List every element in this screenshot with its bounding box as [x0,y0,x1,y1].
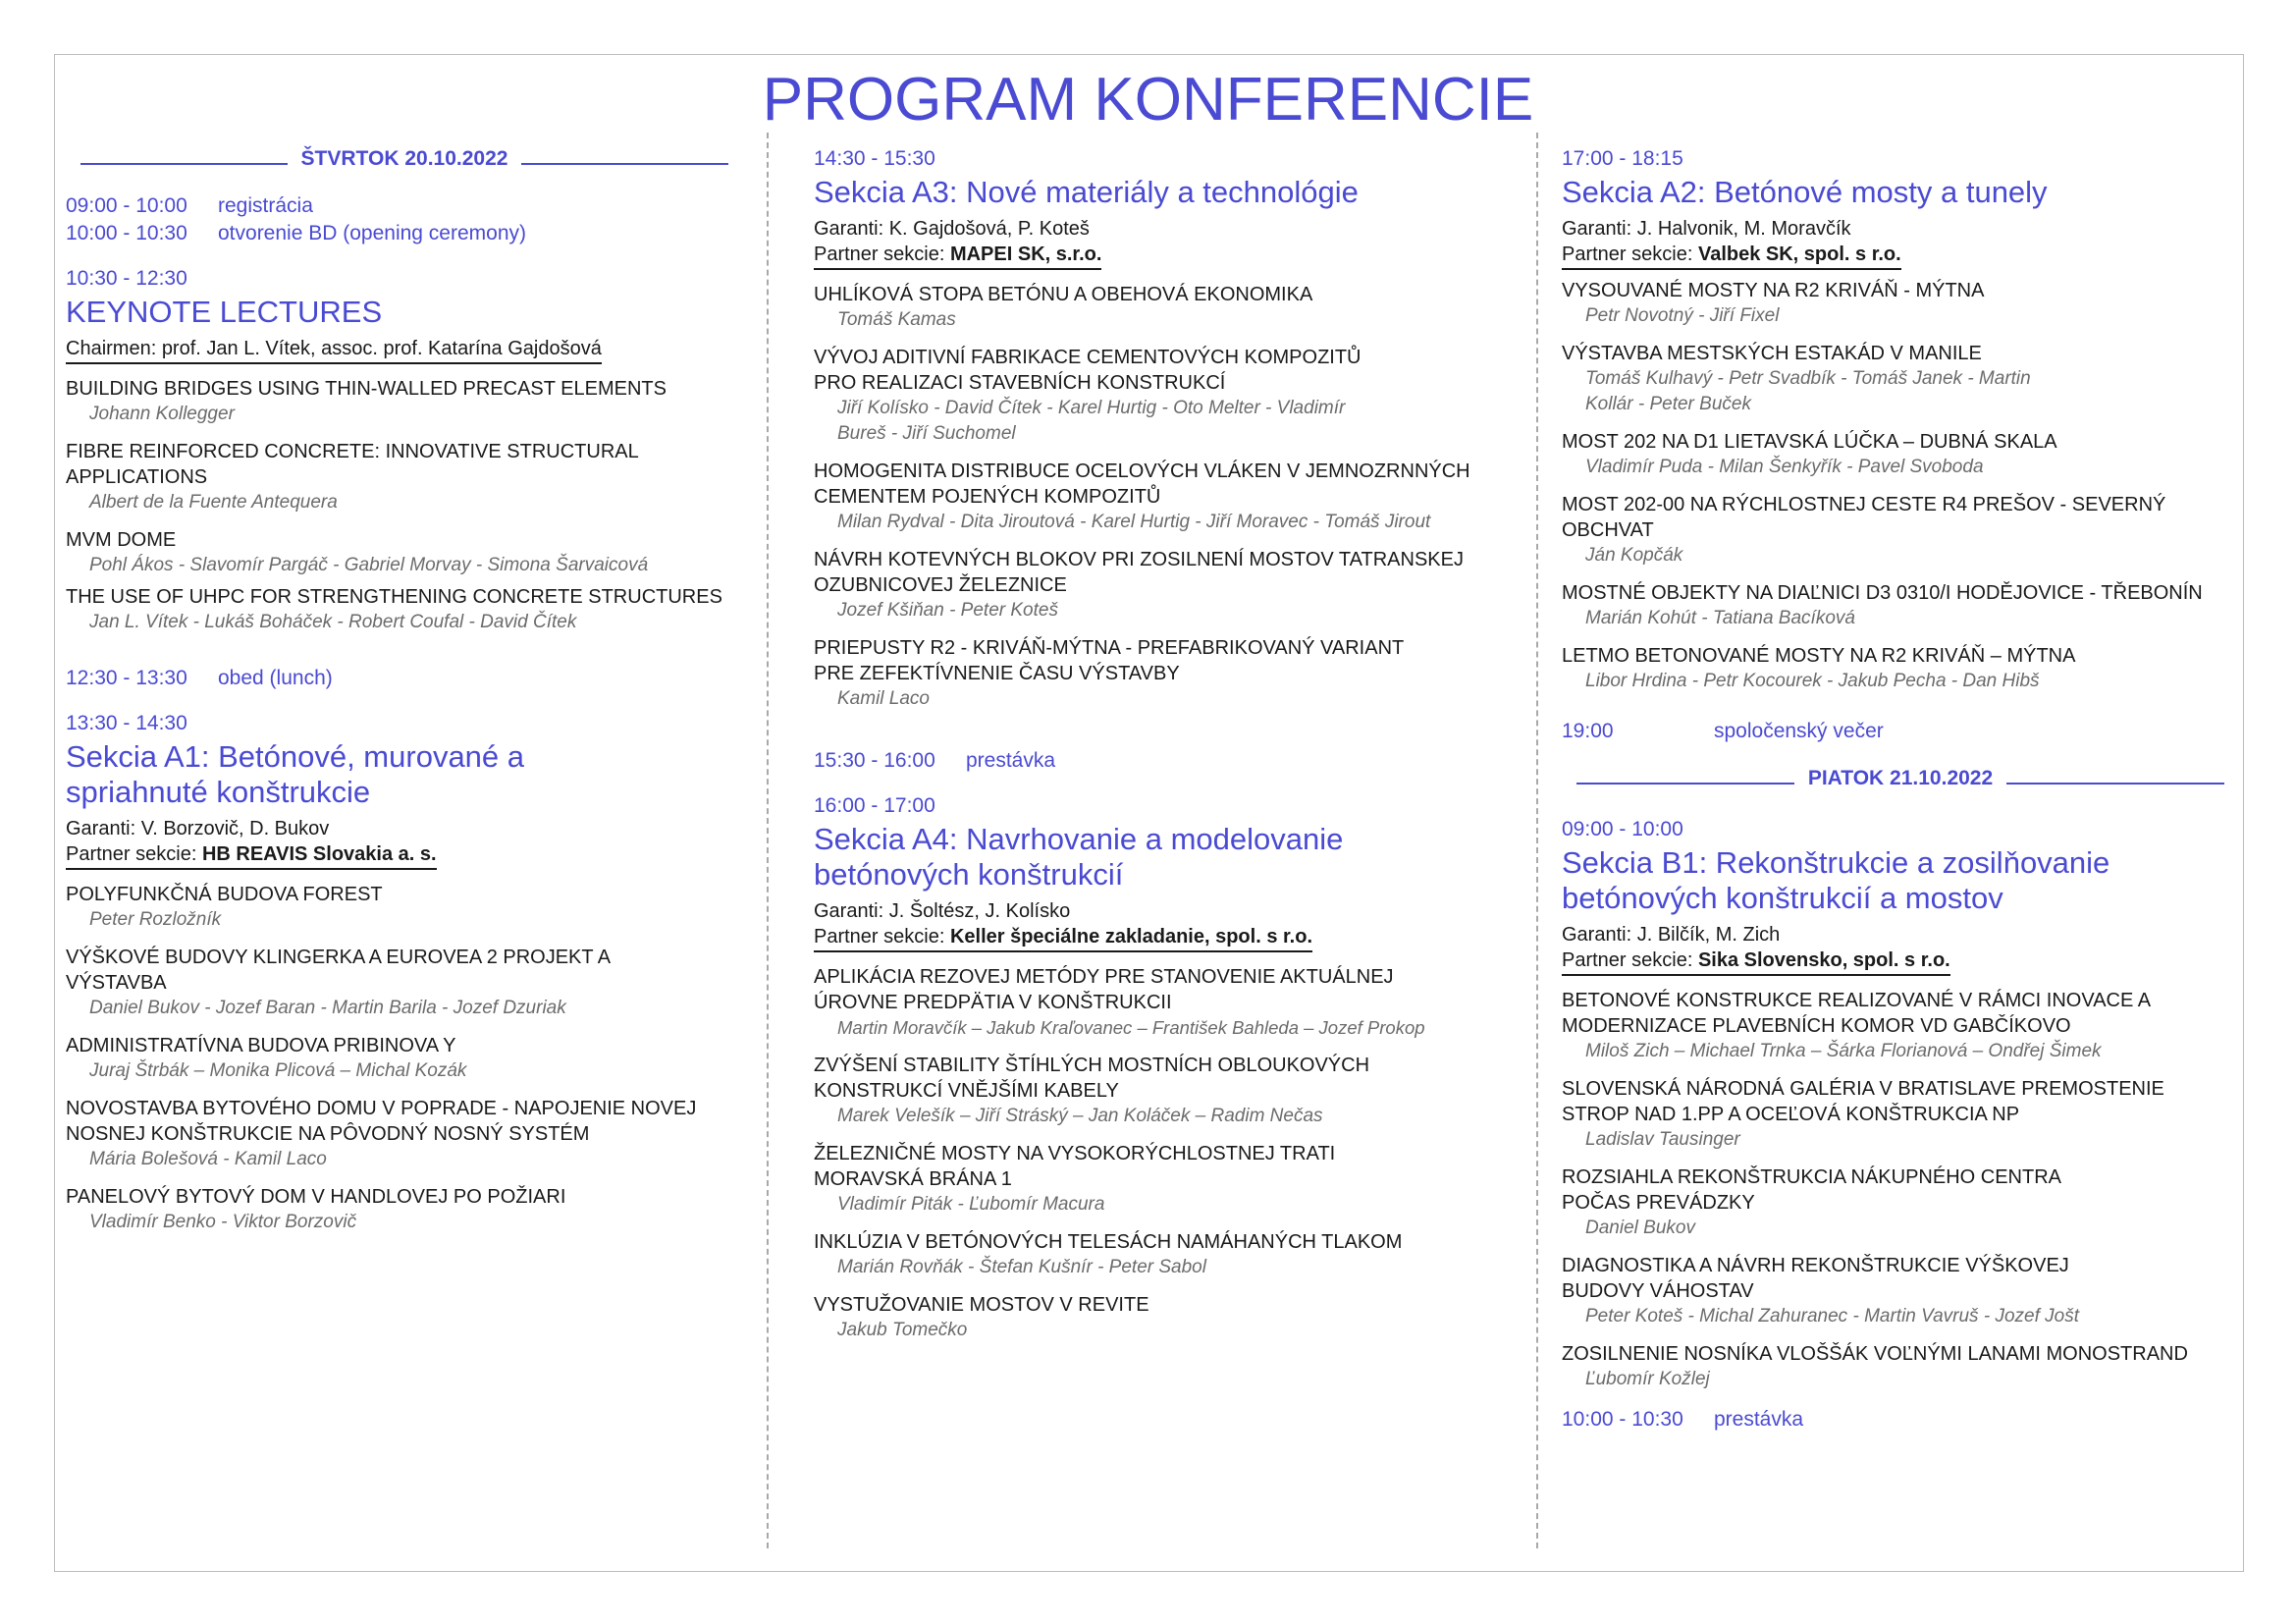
section-keynote [66,265,743,635]
section-time: 13:30 - 14:30 [66,712,187,734]
partner-name: Sika Slovensko, spol. s r.o. [1697,949,1950,971]
schedule-item-break [814,747,1501,775]
talk-authors: Mária Bolešová - Kamil Laco [89,1149,327,1169]
talk-authors: Juraj Štrbák – Monika Plicová – Michal Kozák [89,1060,467,1081]
talk [66,527,743,578]
talk [66,1033,743,1084]
talk [66,584,743,635]
section-garanti: Garanti: V. Borzovič, D. Bukov [66,818,330,839]
schedule-item [66,220,743,247]
talk-title: ZVÝŠENÍ STABILITY ŠTÍHLÝCH MOSTNÍCH OBLOUKOVÝCH KONSTRUKCÍ VNĚJŠÍMI KABELY [814,1055,1370,1102]
section-title: KEYNOTE LECTURES [66,295,383,329]
talk [814,547,1501,623]
talk [1562,1341,2239,1392]
schedule-label: spoločenský večer [1714,720,1884,742]
talk [1562,341,2239,417]
talk [66,945,743,1021]
talk-title: FIBRE REINFORCED CONCRETE: INNOVATIVE STRUCTURAL APPLICATIONS [66,441,639,488]
partner-name: MAPEI SK, s.r.o. [949,244,1102,265]
column-2 [814,145,1501,1343]
section-b1 [1562,816,2239,1392]
talk-title: VÝVOJ ADITIVNÍ FABRIKACE CEMENTOVÝCH KOMPOZITŮ PRO REALIZACI STAVEBNÍCH KONSTRUKCÍ [814,347,1362,394]
schedule-label: prestávka [1714,1408,1804,1431]
page-title: PROGRAM KONFERENCIE [762,66,1534,134]
schedule-time: 19:00 [1562,720,1614,742]
talk [814,1229,1501,1280]
talk-authors: Kamil Laco [837,688,930,709]
talk-title: DIAGNOSTIKA A NÁVRH REKONŠTRUKCIE VÝŠKOVEJ BUDOVY VÁHOSTAV [1562,1255,2069,1302]
column-1 [66,147,743,1235]
schedule-time: 10:00 - 10:30 [66,222,187,244]
talk-authors: Vladimír Puda - Milan Šenkyřík - Pavel Svoboda [1585,457,1984,477]
partner-name: HB REAVIS Slovakia a. s. [201,843,437,865]
talk [814,345,1501,447]
talk [1562,1076,2239,1153]
talk-title: SLOVENSKÁ NÁRODNÁ GALÉRIA V BRATISLAVE PREMOSTENIE STROP NAD 1.PP A OCEĽOVÁ KONŠTRUKCIA NP [1562,1078,2164,1125]
partner-prefix: Partner sekcie: [1562,949,1698,971]
section-garanti: Garanti: J. Šoltész, J. Kolísko [814,900,1071,922]
partner-prefix: Partner sekcie: [1562,244,1698,265]
talk [814,1292,1501,1343]
talk [814,635,1501,712]
partner-name: Keller špeciálne zakladanie, spol. s r.o. [949,926,1313,947]
section-title: Sekcia B1: Rekonštrukcie a zosilňovanie betónových konštrukcií a mostov [1562,845,2110,915]
talk-authors: Jan L. Vítek - Lukáš Boháček - Robert Coufal - David Čítek [89,612,577,632]
talk [1562,429,2239,480]
section-garanti: Garanti: K. Gajdošová, P. Koteš [814,218,1090,240]
talk [1562,1253,2239,1329]
talk-authors: Vladimír Piták - Ľubomír Macura [837,1194,1105,1215]
section-a1 [66,710,743,1235]
section-title: Sekcia A1: Betónové, murované a spriahnuté konštrukcie [66,739,525,809]
talk [1562,643,2239,694]
talk-authors: Miloš Zich – Michael Trnka – Šárka Florianová – Ondřej Šimek [1585,1041,2102,1061]
talk-authors: Daniel Bukov - Jozef Baran - Martin Barila - Jozef Dzuriak [89,998,566,1018]
talk [66,439,743,515]
section-time: 16:00 - 17:00 [814,794,935,817]
schedule-item [66,192,743,220]
talk [1562,492,2239,568]
column-separator [767,133,769,1548]
schedule-time: 10:00 - 10:30 [1562,1408,1683,1431]
talk [814,1141,1501,1218]
talk-authors: Martin Moravčík – Jakub Kraľovanec – František Bahleda – Jozef Prokop [837,1017,1425,1038]
talk-authors: Ladislav Tausinger [1585,1129,1740,1150]
schedule-time: 15:30 - 16:00 [814,749,935,772]
partner-prefix: Partner sekcie: [814,926,950,947]
schedule-label: otvorenie BD (opening ceremony) [218,222,526,244]
talk [814,1053,1501,1129]
talk-title: INKLÚZIA V BETÓNOVÝCH TELESÁCH NAMÁHANÝCH TLAKOM [814,1231,1403,1253]
talk-title: VYSOUVANÉ MOSTY NA R2 KRIVÁŇ - MÝTNA [1562,280,1985,301]
section-time: 17:00 - 18:15 [1562,147,1683,170]
talk-authors: Marián Rovňák - Štefan Kušnír - Peter Sabol [837,1257,1206,1277]
talk [66,376,743,427]
talk-title: MOSTNÉ OBJEKTY NA DIAĽNICI D3 0310/I HODĚJOVICE - TŘEBONÍN [1562,582,2203,604]
day-label: PIATOK 21.10.2022 [1794,767,2006,789]
talk-title: MVM DOME [66,529,177,551]
talk [66,1184,743,1235]
section-title: Sekcia A4: Navrhovanie a modelovanie betónových konštrukcií [814,822,1344,892]
schedule-time: 09:00 - 10:00 [66,194,187,217]
talk-title: BETONOVÉ KONSTRUKCE REALIZOVANÉ V RÁMCI INOVACE A MODERNIZACE PLAVEBNÍCH KOMOR VD GABČÍKOVO [1562,990,2151,1037]
section-a4 [814,792,1501,1343]
talk-authors: Marek Velešík – Jiří Stráský – Jan Koláček – Radim Nečas [837,1106,1323,1126]
schedule-label: prestávka [966,749,1056,772]
talk [66,1096,743,1172]
partner-prefix: Partner sekcie: [66,843,202,865]
talk-authors: Johann Kollegger [89,404,235,424]
section-title: Sekcia A2: Betónové mosty a tunely [1562,175,2048,209]
section-partner [814,924,1312,952]
schedule-item-evening [1562,718,2239,745]
section-time: 14:30 - 15:30 [814,147,935,170]
talk-title: PRIEPUSTY R2 - KRIVÁŇ-MÝTNA - PREFABRIKOVANÝ VARIANT PRE ZEFEKTÍVNENIE ČASU VÝSTAVBY [814,637,1404,684]
section-partner [1562,947,1950,976]
talk-authors: Ján Kopčák [1585,545,1683,566]
talk-title: NOVOSTAVBA BYTOVÉHO DOMU V POPRADE - NAPOJENIE NOVEJ NOSNEJ KONŠTRUKCIE NA PÔVODNÝ NOSNÝ SYSTÉM [66,1098,697,1145]
talk-authors: Jiří Kolísko - David Čítek - Karel Hurtig - Oto Melter - Vladimír Bureš - Jiří Suchomel [837,398,1346,444]
section-partner [814,242,1101,270]
talk-authors: Tomáš Kamas [837,309,956,330]
schedule-label: registrácia [218,194,313,217]
day-header-friday [1562,767,2239,798]
talk-authors: Peter Rozložník [89,909,222,930]
section-partner [1562,242,1901,270]
talk-title: MOST 202 NA D1 LIETAVSKÁ LÚČKA – DUBNÁ SKALA [1562,431,2057,453]
section-garanti: Garanti: J. Bilčík, M. Zich [1562,924,1781,946]
talk-title: ADMINISTRATÍVNA BUDOVA PRIBINOVA Y [66,1035,456,1056]
column-separator [1536,133,1538,1548]
talk [1562,988,2239,1064]
section-garanti: Garanti: J. Halvonik, M. Moravčík [1562,218,1851,240]
talk-title: VÝSTAVBA MESTSKÝCH ESTAKÁD V MANILE [1562,343,1982,364]
talk-title: MOST 202-00 NA RÝCHLOSTNEJ CESTE R4 PREŠOV - SEVERNÝ OBCHVAT [1562,494,2166,541]
talk [814,964,1501,1041]
talk-authors: Jakub Tomečko [837,1320,968,1340]
talk-authors: Daniel Bukov [1585,1218,1695,1238]
talk-title: POLYFUNKČNÁ BUDOVA FOREST [66,884,383,905]
talk [1562,580,2239,631]
day-header-thursday [66,147,743,179]
talk-title: APLIKÁCIA REZOVEJ METÓDY PRE STANOVENIE AKTUÁLNEJ ÚROVNE PREDPÄTIA V KONŠTRUKCII [814,966,1394,1013]
talk-authors: Ľubomír Kožlej [1585,1369,1710,1389]
talk-title: LETMO BETONOVANÉ MOSTY NA R2 KRIVÁŇ – MÝTNA [1562,645,2076,667]
talk-title: PANELOVÝ BYTOVÝ DOM V HANDLOVEJ PO POŽIARI [66,1186,566,1208]
chairmen: Chairmen: prof. Jan L. Vítek, assoc. prof. Katarína Gajdošová [66,336,602,364]
talk-authors: Vladimír Benko - Viktor Borzovič [89,1212,357,1232]
talk [814,282,1501,333]
talk-authors: Jozef Kšiňan - Peter Koteš [837,600,1058,621]
section-a3 [814,145,1501,712]
talk-title: HOMOGENITA DISTRIBUCE OCELOVÝCH VLÁKEN V JEMNOZRNNÝCH CEMENTEM POJENÝCH KOMPOZITŮ [814,460,1470,508]
talk-authors: Albert de la Fuente Antequera [89,492,338,513]
talk [1562,278,2239,329]
talk-title: ŽELEZNIČNÉ MOSTY NA VYSOKORÝCHLOSTNEJ TRATI MORAVSKÁ BRÁNA 1 [814,1143,1336,1190]
talk-title: ROZSIAHLA REKONŠTRUKCIA NÁKUPNÉHO CENTRA POČAS PREVÁDZKY [1562,1166,2060,1214]
section-partner [66,841,437,870]
schedule-item-break [1562,1406,2239,1434]
talk-title: UHLÍKOVÁ STOPA BETÓNU A OBEHOVÁ EKONOMIKA [814,284,1313,305]
talk-title: ZOSILNENIE NOSNÍKA VLOŠŠÁK VOĽNÝMI LANAMI MONOSTRAND [1562,1343,2188,1365]
section-time: 10:30 - 12:30 [66,267,187,290]
day-label: ŠTVRTOK 20.10.2022 [288,147,522,170]
section-title: Sekcia A3: Nové materiály a technológie [814,175,1359,209]
schedule-time: 12:30 - 13:30 [66,667,187,689]
partner-prefix: Partner sekcie: [814,244,950,265]
talk-authors: Pohl Ákos - Slavomír Pargáč - Gabriel Morvay - Simona Šarvaicová [89,555,649,575]
talk-title: VYSTUŽOVANIE MOSTOV V REVITE [814,1294,1149,1316]
talk-title: THE USE OF UHPC FOR STRENGTHENING CONCRETE STRUCTURES [66,586,722,608]
talk-title: NÁVRH KOTEVNÝCH BLOKOV PRI ZOSILNENÍ MOSTOV TATRANSKEJ OZUBNICOVEJ ŽELEZNICE [814,549,1464,596]
talk-authors: Tomáš Kulhavý - Petr Svadbík - Tomáš Janek - Martin Kollár - Peter Buček [1585,368,2031,414]
talk-title: VÝŠKOVÉ BUDOVY KLINGERKA A EUROVEA 2 PROJEKT A VÝSTAVBA [66,947,610,994]
talk [66,882,743,933]
talk-authors: Milan Rydval - Dita Jiroutová - Karel Hurtig - Jiří Moravec - Tomáš Jirout [837,512,1431,532]
talk-authors: Peter Koteš - Michal Zahuranec - Martin Vavruš - Jozef Jošt [1585,1306,2079,1326]
schedule-label: obed (lunch) [218,667,333,689]
section-time: 09:00 - 10:00 [1562,818,1683,840]
talk [814,459,1501,535]
section-a2 [1562,145,2239,694]
talk-title: BUILDING BRIDGES USING THIN-WALLED PRECAST ELEMENTS [66,378,667,400]
talk-authors: Petr Novotný - Jiří Fixel [1585,305,1780,326]
column-3 [1562,145,2239,1434]
talk-authors: Libor Hrdina - Petr Kocourek - Jakub Pecha - Dan Hibš [1585,671,2040,691]
talk [1562,1164,2239,1241]
schedule-item-lunch [66,665,743,692]
talk-authors: Marián Kohút - Tatiana Bacíková [1585,608,1855,628]
partner-name: Valbek SK, spol. s r.o. [1697,244,1901,265]
